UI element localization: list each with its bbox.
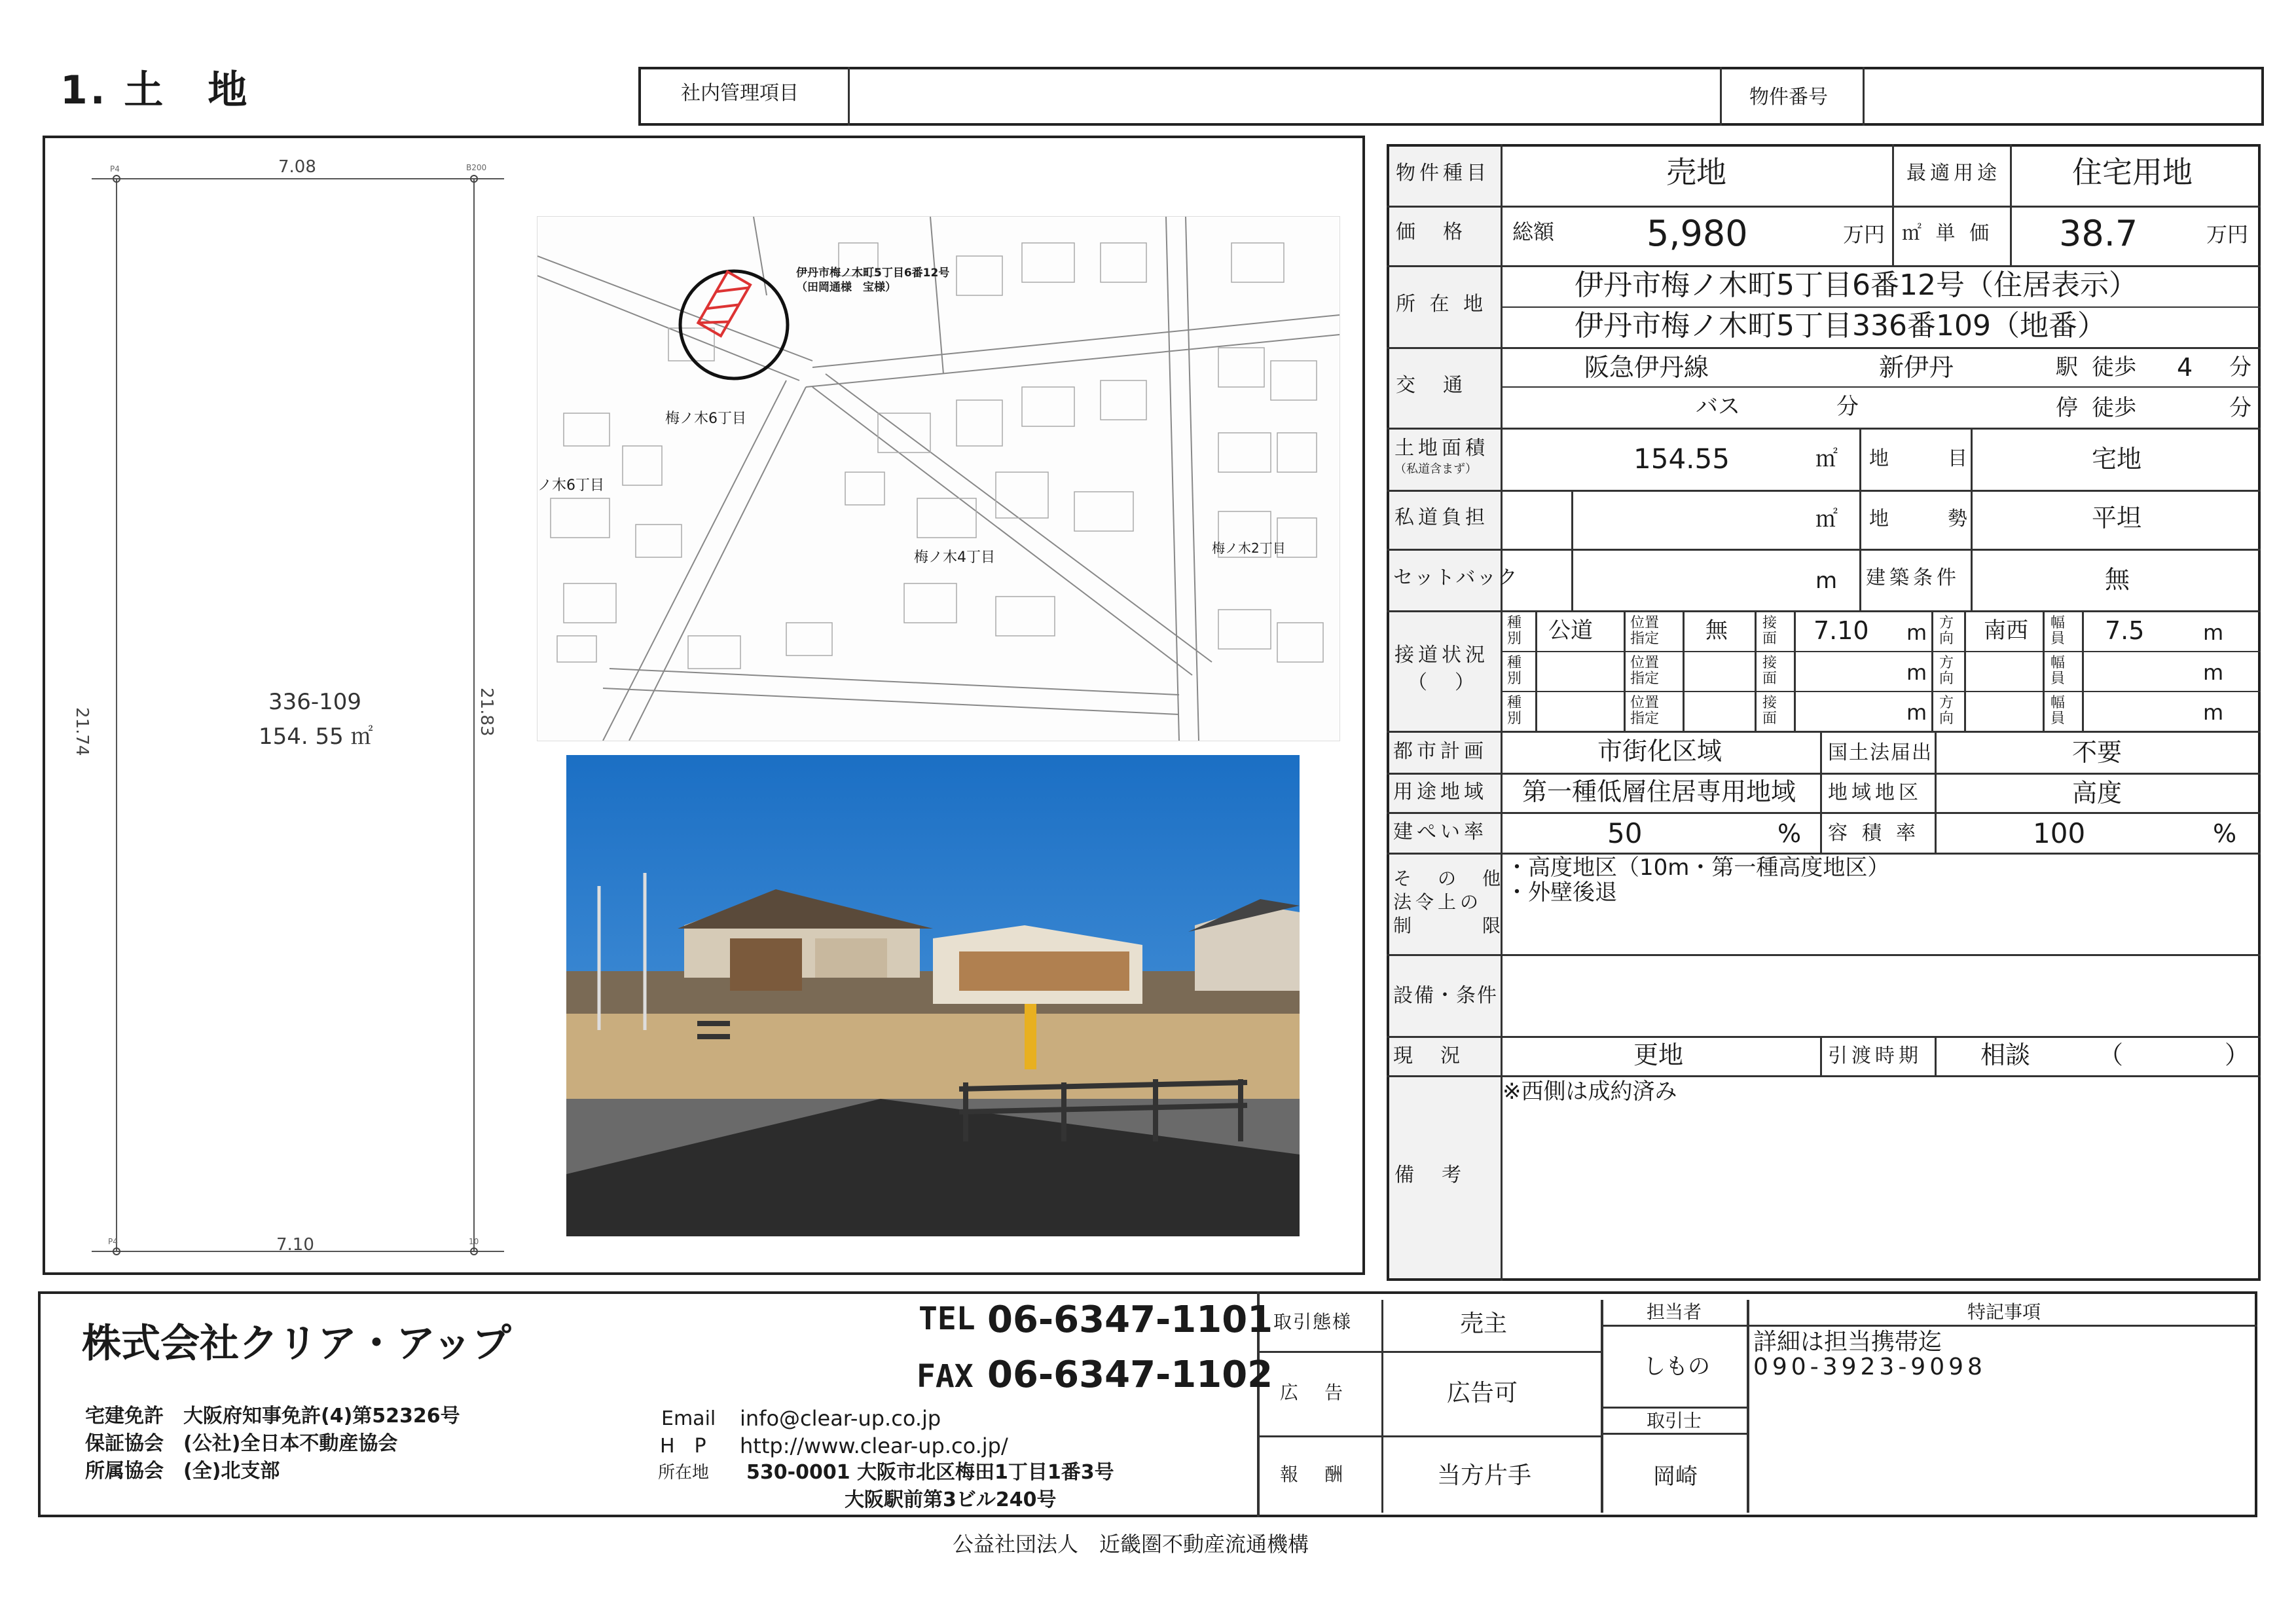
lot-area: 154. 55 ㎡ [259, 724, 373, 750]
ad-value: 広告可 [1447, 1380, 1518, 1407]
road-pos-label: 位置指定 [1630, 615, 1660, 648]
road-width-label: 幅員 [2050, 615, 2066, 648]
tel-label: TEL [919, 1301, 975, 1337]
terrain-label: 地 勢 [1869, 507, 1987, 530]
bottom-width: 7.10 [276, 1235, 314, 1255]
road-width-label: 幅員 [2050, 695, 2066, 728]
tel-number: 06-6347-1101 [987, 1299, 1273, 1341]
deal-value: 売主 [1460, 1310, 1508, 1337]
bus-label: バス [1696, 394, 1740, 420]
district-value: 高度 [2072, 779, 2123, 807]
corner-br: 10 [469, 1237, 479, 1246]
address-label: 所在地 [658, 1463, 710, 1483]
price-label: 価 格 [1396, 221, 1467, 244]
walk2-label: 徒歩 [2092, 395, 2136, 421]
branch-label: 所属協会 [85, 1460, 164, 1483]
map-label-2chome: 梅ノ木2丁目 [1212, 540, 1286, 556]
other-label-3: 制 限 [1393, 915, 1505, 936]
corner-tl: P4 [110, 164, 120, 174]
left-length: 21.74 [72, 707, 92, 756]
road-dir-label: 方向 [1939, 655, 1954, 688]
fax-number: 06-6347-1102 [987, 1354, 1273, 1396]
broker-label: 取引士 [1647, 1410, 1702, 1431]
building-cond-value: 無 [2105, 565, 2130, 594]
road-kind-label: 種別 [1507, 655, 1522, 688]
address-line-2: 大阪駅前第3ビル240号 [845, 1488, 1057, 1511]
handover-paren-right: ） [2225, 1041, 2250, 1069]
road-kind: 公道 [1548, 618, 1593, 644]
license-label: 宅建免許 [85, 1405, 164, 1428]
notes-label: 特記事項 [1967, 1301, 2041, 1323]
address-residential: 伊丹市梅ノ木町5丁目6番12号（住居表示） [1575, 268, 2138, 302]
station-name: 新伊丹 [1879, 353, 1954, 382]
chimoku-label: 地 目 [1869, 447, 1987, 470]
hp-label: H P [660, 1435, 706, 1458]
bcr-value: 50 [1607, 817, 1643, 849]
deal-label: 取引態様 [1273, 1311, 1353, 1333]
map-callout-1: 伊丹市梅ノ木町5丁目6番12号 [796, 267, 950, 280]
far-value: 100 [2033, 817, 2086, 849]
other-line-2: ・外壁後退 [1506, 879, 1617, 906]
fax-label: FAX [917, 1358, 974, 1395]
road-m: m [1906, 620, 1927, 645]
organization: 公益社団法人 近畿圏不動産流通機構 [953, 1532, 1309, 1557]
road-pos-label: 位置指定 [1630, 655, 1660, 688]
price-unit: 万円 [1843, 222, 1886, 247]
chimoku-value: 宅地 [2092, 445, 2142, 473]
area-map [537, 216, 1340, 741]
email-link[interactable]: info@clear-up.co.jp [740, 1406, 941, 1431]
road-kind-label: 種別 [1507, 615, 1522, 648]
terrain-value: 平坦 [2092, 504, 2142, 532]
internal-label: 社内管理項目 [681, 82, 799, 105]
page-title: 1. 土 地 [60, 67, 250, 113]
land-act-value: 不要 [2072, 738, 2123, 767]
map-callout-2: （田岡通様 宝様） [796, 281, 896, 294]
broker-value: 岡崎 [1653, 1464, 1698, 1490]
road-paren: （ ） [1408, 671, 1478, 694]
city-plan-value: 市街化区域 [1597, 737, 1722, 766]
map-label-4chome: 梅ノ木4丁目 [914, 549, 995, 566]
fee-value: 当方片手 [1437, 1462, 1532, 1489]
road-dir: 南西 [1984, 618, 2028, 644]
road-width: 7.5 [2105, 616, 2145, 645]
road-contact-label: 接面 [1762, 615, 1777, 648]
use-value: 住宅用地 [2072, 155, 2193, 190]
notes-line-2: 090-3923-9098 [1753, 1354, 1986, 1380]
map-label-6chome: 梅ノ木6丁目 [665, 411, 746, 427]
branch-value: (全)北支部 [183, 1460, 280, 1483]
hp-link[interactable]: http://www.clear-up.co.jp/ [740, 1433, 1008, 1458]
road-pos-label: 位置指定 [1630, 695, 1660, 728]
land-area-label: 土地面積 [1394, 437, 1489, 460]
handover-paren-left: （ [2098, 1041, 2124, 1069]
map-label-6chome-left: ノ木6丁目 [538, 477, 604, 494]
right-length: 21.83 [477, 688, 496, 737]
email-label: Email [661, 1407, 716, 1430]
lot-number: 336-109 [268, 689, 362, 715]
ad-label: 広 告 [1280, 1382, 1347, 1403]
road-dir-label: 方向 [1939, 695, 1954, 728]
rep-value: しもの [1643, 1354, 1710, 1380]
road-m2: m [2203, 660, 2224, 685]
zoning-value: 第一種低層住居専用地域 [1522, 777, 1796, 806]
road-pos: 無 [1705, 618, 1728, 644]
building-cond-label: 建築条件 [1866, 566, 1960, 589]
unit-price-unit: 万円 [2206, 222, 2249, 247]
property-no-label: 物件番号 [1749, 86, 1828, 109]
remarks-value: ※西側は成約済み [1503, 1079, 1677, 1105]
type-value: 売地 [1666, 155, 1726, 190]
price-value: 5,980 [1647, 213, 1748, 254]
fee-label: 報 酬 [1280, 1464, 1347, 1485]
line-name: 阪急伊丹線 [1584, 353, 1709, 382]
handover-value: 相談 [1980, 1041, 2031, 1069]
road-contact: 7.10 [1813, 616, 1869, 645]
unit-price-label: ㎡ 単 価 [1902, 222, 1994, 245]
use-label: 最適用途 [1906, 162, 2001, 185]
notes-line-1: 詳細は担当携帯迄 [1753, 1329, 1942, 1356]
company-name: 株式会社クリア・アップ [82, 1321, 511, 1367]
road-width-label: 幅員 [2050, 655, 2066, 688]
handover-label: 引渡時期 [1828, 1044, 1922, 1067]
corner-tr: B200 [466, 163, 487, 172]
land-act-label: 国土法届出 [1828, 741, 1933, 764]
walk-label: 徒歩 [2092, 354, 2136, 380]
setback-unit: m [1815, 568, 1838, 594]
corner-bl: P4 [108, 1237, 118, 1246]
road-m2: m [2203, 620, 2224, 645]
address-line-1: 530-0001 大阪市北区梅田1丁目1番3号 [746, 1461, 1114, 1484]
license-value: 大阪府知事免許(4)第52326号 [183, 1405, 460, 1428]
station-suffix: 駅 [2056, 354, 2078, 380]
road-m: m [1906, 660, 1927, 685]
road-contact-label: 接面 [1762, 695, 1777, 728]
other-label-1: そ の 他 [1393, 868, 1505, 889]
far-pct: % [2213, 819, 2237, 848]
rep-label: 担当者 [1647, 1301, 1702, 1323]
remarks-label: 備 考 [1394, 1164, 1465, 1187]
road-dir-label: 方向 [1939, 615, 1954, 648]
bcr-label: 建ぺい率 [1393, 821, 1487, 843]
other-label-2: 法令上の [1393, 891, 1483, 913]
private-road-unit: ㎡ [1815, 506, 1838, 532]
road-kind-label: 種別 [1507, 695, 1522, 728]
top-bar [638, 67, 2264, 126]
price-total-label: 総額 [1512, 219, 1555, 244]
top-width: 7.08 [278, 157, 316, 177]
land-area-unit: ㎡ [1815, 446, 1838, 472]
bcr-pct: % [1777, 819, 1802, 848]
location-label: 所 在 地 [1396, 293, 1487, 316]
address-lot: 伊丹市梅ノ木町5丁目336番109（地番） [1575, 309, 2106, 342]
district-label: 地域地区 [1828, 781, 1922, 804]
road-label: 接道状況 [1394, 644, 1489, 667]
status-label: 現 況 [1393, 1044, 1464, 1067]
type-label: 物件種目 [1396, 162, 1490, 185]
private-road-label: 私道負担 [1394, 506, 1489, 529]
other-line-1: ・高度地区（10m・第一種高度地区） [1506, 855, 1890, 881]
bus-unit: 分 [1836, 394, 1859, 420]
min-unit2: 分 [2229, 395, 2251, 421]
road-m: m [1906, 700, 1927, 725]
land-area-value: 154.55 [1633, 443, 1730, 475]
road-contact-label: 接面 [1762, 655, 1777, 688]
land-area-sub: （私道含まず） [1394, 462, 1477, 476]
zoning-label: 用途地域 [1393, 781, 1487, 803]
traffic-label: 交 通 [1396, 374, 1467, 397]
assoc-label: 保証協会 [85, 1432, 164, 1455]
far-label: 容積率 [1828, 822, 1930, 845]
stop-label: 停 [2056, 395, 2078, 421]
site-photo [566, 755, 1300, 1236]
facility-label: 設備・条件 [1393, 984, 1498, 1007]
city-plan-label: 都市計画 [1393, 740, 1487, 763]
unit-price-value: 38.7 [2059, 213, 2138, 254]
road-m2: m [2203, 700, 2224, 725]
setback-label: セットバック [1393, 566, 1519, 589]
min-unit: 分 [2229, 354, 2251, 380]
walk-minutes: 4 [2177, 353, 2193, 382]
status-value: 更地 [1633, 1041, 1684, 1069]
assoc-value: (公社)全日本不動産協会 [183, 1432, 398, 1455]
